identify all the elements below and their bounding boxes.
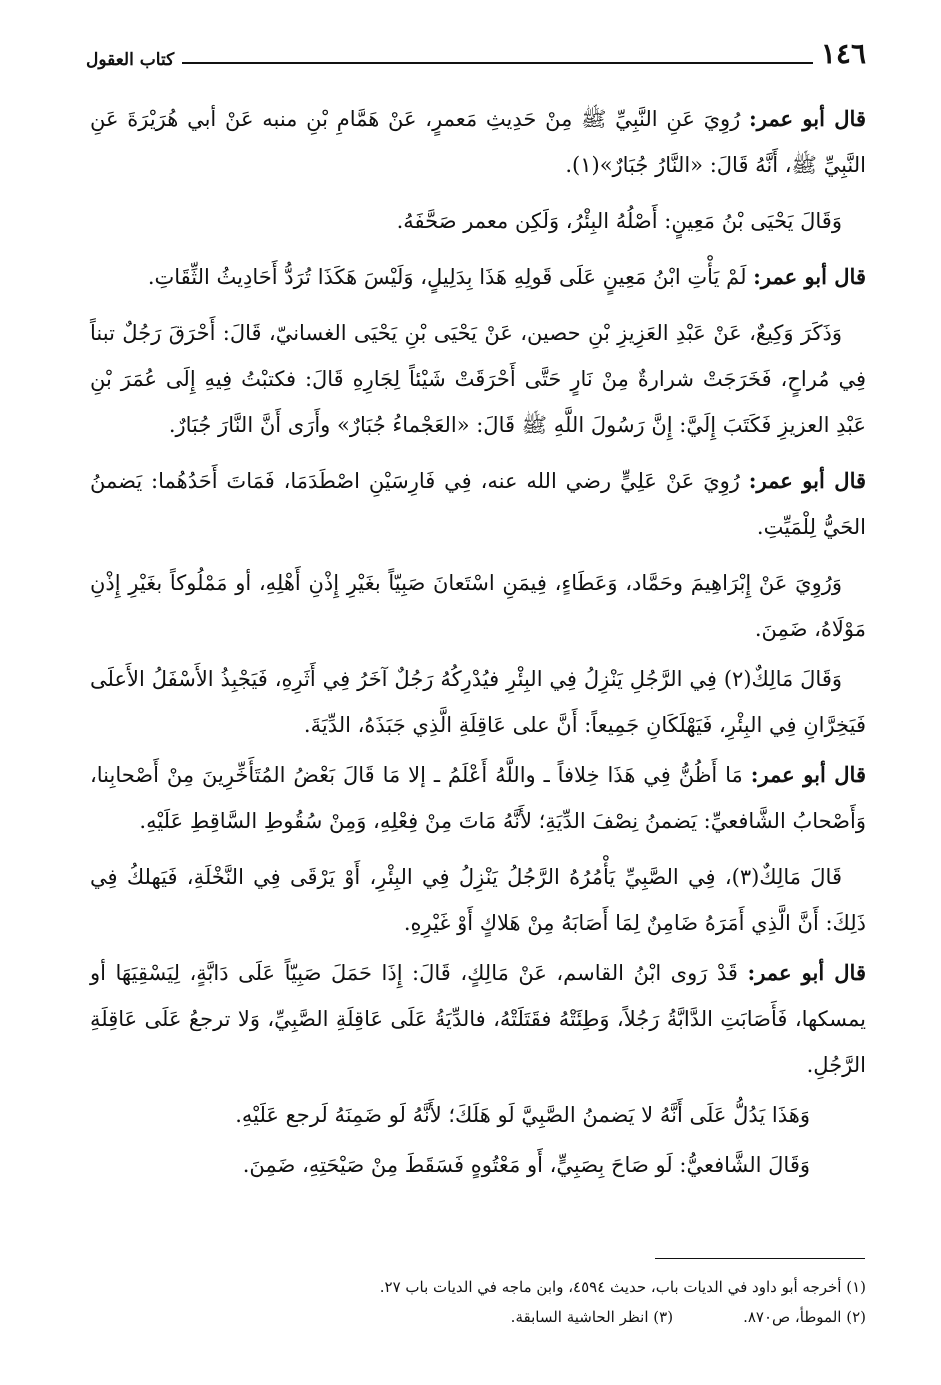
footnotes bbox=[90, 1272, 866, 1332]
paragraph-text: لَمْ يَأْتِ ابْنُ مَعِينٍ عَلَى قَولِهِ هَذَا بِدَلِيلٍ، وَلَيْسَ هَكَذَا تُرَدُّ أَحَادِيثُ الثِّقَاتِ. bbox=[147, 265, 754, 289]
paragraph-text: قَالَ مَالِكٌ(٣)، فِي الصَّبِيِّ يَأْمُرُهُ الرَّجُلُ يَنْزِلُ فِي البِئْرِ، أَوْ يَرْقَى فِي النَّخْلَةِ، فَيَهلكُ فِي ذَلِكَ: أَنَّ الَّذِي أَمَرَهُ ضَامِنٌ لِمَا أَصَابَهُ مِنْ هَلاكٍ أَوْ غَيْرِهِ. bbox=[90, 865, 866, 935]
running-title: كتاب العقول bbox=[86, 50, 175, 70]
header-rule bbox=[182, 62, 813, 64]
paragraph-text: وَذَكَرَ وَكِيعٌ، عَنْ عَبْدِ العَزِيزِ بْنِ حصين، عَنْ يَحْيَى بْنِ يَحْيَى الغسانيّ، قَالَ: أَحْرَقَ رَجُلٌ تبناً فِي مُراحٍ، فَخَرَجَتْ شرارةٌ مِنْ نَارٍ حَتَّى أَحْرَقَتْ شَيْئاً لِجَارِهِ قَالَ: فكتبْتُ فِيهِ إِلَى عُمَرَ بْنِ عَبْدِ العزيزِ فَكَتَبَ إِلَيَّ: إِنَّ رَسُولَ اللَّهِ ﷺ قَالَ: «العَجْماءُ جُبَارٌ» وأَرَى أَنَّ النَّارَ جُبَارٌ. bbox=[90, 321, 866, 437]
speaker-label: قال أبو عمر: bbox=[748, 468, 866, 493]
paragraph-text: وَقَالَ يَحْيَى بْنُ مَعِينٍ: أَصْلُهُ البِئْرُ، وَلَكِن معمر صَحَّفَهُ. bbox=[396, 209, 842, 233]
paragraph bbox=[90, 458, 866, 550]
paragraph bbox=[90, 1142, 866, 1188]
paragraph-text: وَرُوِيَ عَنْ إِبْرَاهِيمَ وحَمَّاد، وَعَطَاءٍ، فِيمَنِ اسْتَعانَ صَبِيّاً بغَيْرِ إِذْنِ أَهْلِهِ، أو مَمْلُوكاً بغَيْرِ إِذْنِ مَوْلَاهُ، ضَمِنَ. bbox=[90, 571, 866, 641]
speaker-label: قال أبو عمر: bbox=[753, 264, 866, 289]
paragraph bbox=[90, 854, 866, 946]
paragraph-text: قَدْ رَوى ابْنُ القاسم، عَنْ مَالِكٍ، قَالَ: إِذَا حَمَلَ صَبِيّاً عَلَى دَابَّةٍ، لِيَسْقِيَهَا أو يمسكها، فَأَصَابَتِ الدَّابَّةُ رَجُلاً، وَطِئَتْهُ فقَتَلَتْهُ، فالدِّيَةُ عَلَى عَاقِلَةِ الصَّبِيِّ، وَلا ترجعُ عَلَى عَاقِلَةِ الرَّجُلِ. bbox=[90, 961, 866, 1077]
paragraph bbox=[90, 96, 866, 188]
speaker-label: قال أبو عمر: bbox=[747, 960, 866, 985]
paragraph bbox=[90, 656, 866, 748]
paragraph bbox=[90, 254, 866, 300]
footnote-rule bbox=[655, 1258, 865, 1259]
footnote-2: (٢) الموطأ، ص٨٧٠. bbox=[743, 1308, 866, 1326]
paragraph bbox=[90, 198, 866, 244]
page-number: ١٤٦ bbox=[820, 37, 866, 70]
paragraph bbox=[90, 560, 866, 652]
footnote-gap bbox=[673, 1302, 743, 1332]
paragraph-text: وَقَالَ الشَّافعيُّ: لَو صَاحَ بِصَبِيٍّ، أَو مَعْتُوهٍ فَسَقَطَ مِنْ صَيْحَتِهِ، ضَمِنَ. bbox=[242, 1153, 810, 1177]
speaker-label: قال أبو عمر: bbox=[750, 762, 866, 787]
paragraph bbox=[90, 1092, 866, 1138]
paragraph bbox=[90, 310, 866, 448]
paragraph bbox=[90, 752, 866, 844]
footnote-line bbox=[90, 1302, 866, 1332]
footnote-3: (٣) انظر الحاشية السابقة. bbox=[510, 1308, 674, 1326]
paragraph-text: رُوِيَ عَنِ النَّبِيِّ ﷺ مِنْ حَدِيثِ مَعمرٍ، عَنْ هَمَّامِ بْنِ منبه عَنْ أبي هُرَيْرَةَ عَنِ النَّبِيِّ ﷺ، أَنَّهُ قَالَ: «النَّارُ جُبَارٌ»(١). bbox=[90, 107, 866, 177]
footnote-line bbox=[90, 1272, 866, 1302]
main-text bbox=[90, 96, 866, 1192]
paragraph-text: مَا أَظُنُّ فِي هَذَا خِلافاً ـ واللَّهُ أَعْلَمُ ـ إلا مَا قَالَ بَعْضُ المُتَأَخِّرِينَ مِنْ أَصْحابِنا، وَأَصْحابُ الشَّافعيِّ: يَضمنُ نِصْفَ الدِّيَةِ؛ لأَنَّهُ مَاتَ مِنْ فِعْلِهِ، وَمِنْ سُقُوطِ السَّاقِطِ عَلَيْهِ. bbox=[90, 763, 866, 833]
paragraph bbox=[90, 950, 866, 1088]
footnote-1: (١) أخرجه أبو داود في الديات باب، حديث ٤٥٩٤، وابن ماجه في الديات باب ٢٧. bbox=[379, 1278, 866, 1296]
paragraph-text: رُوِيَ عَنْ عَلِيٍّ رضي الله عنه، فِي فَارِسَيْنِ اصْطَدَمَا، فَمَاتَ أَحَدُهُما: يَضمنُ الحَيُّ لِلْمَيِّتِ. bbox=[90, 469, 866, 539]
speaker-label: قال أبو عمر: bbox=[749, 106, 866, 131]
page-header bbox=[86, 30, 866, 70]
paragraph-text: وَقَالَ مَالِكٌ(٢) فِي الرَّجُلِ يَنْزِلُ فِي البِئْرِ فيُدْرِكُهُ رَجُلٌ آخَرُ فِي أَثَرِهِ، فَيَجْبِذُ الأَسْفَلُ الأَعلَى فَيَخِرَّانِ فِي البِئْرِ، فَيَهْلَكَانِ جَمِيعاً: أَنَّ على عَاقِلَةِ الَّذِي جَبَذَهُ، الدِّيَةَ. bbox=[90, 667, 866, 737]
paragraph-text: وَهَذَا يَدُلُّ عَلَى أَنَّهُ لا يَضمنُ الصَّبِيَّ لَو هَلَكَ؛ لأَنَّهُ لَو ضَمِنَهُ لَرجع عَلَيْهِ. bbox=[235, 1103, 810, 1127]
